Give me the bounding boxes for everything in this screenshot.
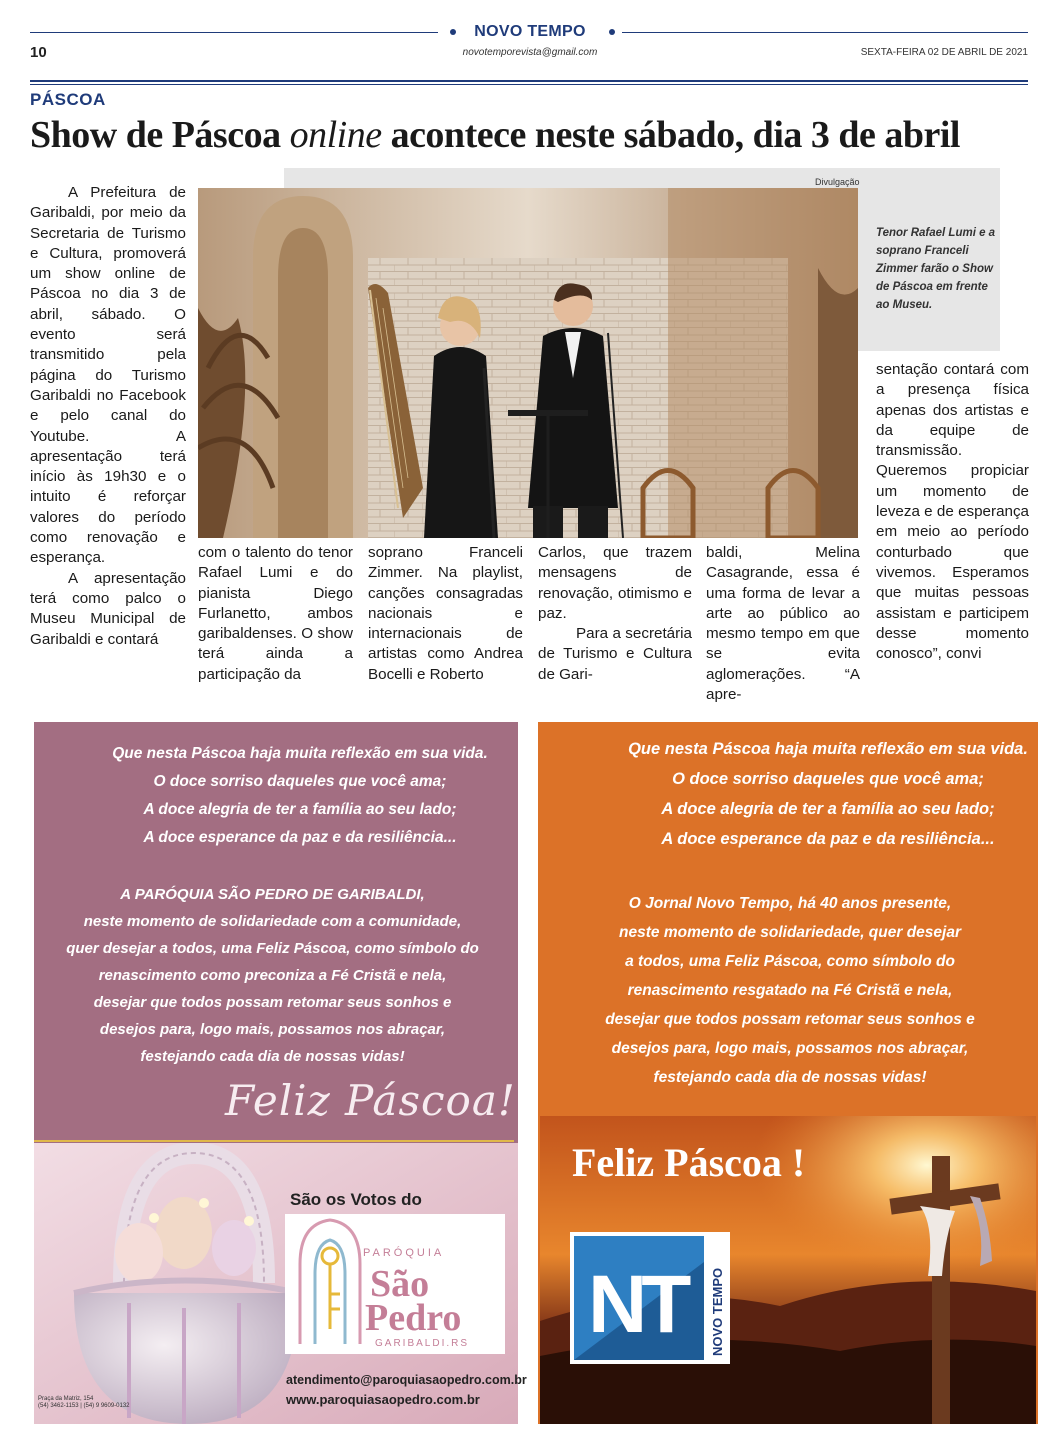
article-paragraph: A Prefeitura de Garibaldi, por meio da Secretaria de Turismo e Cultura, promoverá um show online de Páscoa no dia 3 de abril, sábado. O evento será transmitido pela página do Turismo Garibaldi no Facebook e pelo canal do Youtube. A apresentação terá início às 19h30 e o intuito é reforçar valores do período como renovação e esperança. xyxy=(30,184,186,567)
article-paragraph: baldi, Melina Casagrande, essa é uma forma de levar a arte ao público ao mesmo tempo em que se evita aglomerações. “A apre- xyxy=(706,544,860,704)
novo-tempo-ad-message xyxy=(570,889,1010,1092)
poem-line: A doce alegria de ter a família ao seu lado; xyxy=(143,801,457,818)
message-line: desejar que todos possam retomar seus sonhos e xyxy=(605,1011,975,1028)
message-line: quer desejar a todos, uma Feliz Páscoa, como símbolo do xyxy=(66,940,479,957)
address-line: (54) 3462-1153 | (54) 9 9609-0132 xyxy=(38,1403,130,1409)
article-paragraph: com o talento do tenor Rafael Lumi e do pianista Diego Furlanetto, ambos garibaldenses. O show terá ainda a participação da xyxy=(198,544,353,683)
logo-big-text-1: São xyxy=(370,1263,430,1305)
article-column-5 xyxy=(706,543,860,705)
message-line: desejos para, logo mais, possamos nos abraçar, xyxy=(611,1040,969,1057)
message-line: festejando cada dia de nossas vidas! xyxy=(140,1048,405,1065)
poem-line: A doce esperance da paz e da resiliência... xyxy=(143,829,457,846)
photo-credit: Divulgação xyxy=(815,177,860,187)
headline-italic: online xyxy=(289,114,382,156)
novo-tempo-logo xyxy=(570,1232,730,1364)
gold-divider xyxy=(34,1140,514,1142)
message-line: O Jornal Novo Tempo, há 40 anos presente, xyxy=(628,895,952,912)
paroquia-ad-message xyxy=(60,881,485,1070)
message-line: neste momento de solidariedade com a comunidade, xyxy=(83,913,462,930)
poem-line: A doce esperance da paz e da resiliência... xyxy=(661,830,995,848)
header-rule-thin xyxy=(30,84,1028,85)
message-line: desejos para, logo mais, possamos nos abraçar, xyxy=(99,1021,446,1038)
article-column-2 xyxy=(198,543,353,685)
header-rule-thick xyxy=(30,80,1028,82)
logo-letters: NT xyxy=(588,1259,686,1350)
article-column-6 xyxy=(876,360,1029,664)
poem-line: Que nesta Páscoa haja muita reflexão em sua vida. xyxy=(112,745,488,762)
message-line: A PARÓQUIA SÃO PEDRO DE GARIBALDI, xyxy=(120,886,425,903)
message-line: neste momento de solidariedade, quer desejar xyxy=(619,924,961,941)
article-paragraph: sentação contará com a presença física apenas dos artistas e da equipe de transmissão. Queremos propiciar um momento de leveza e de esperança em meio ao período conturbado que vivemos. Esperamos que muitas pessoas assistam e participem desse momento conosco”, convi xyxy=(876,361,1029,663)
paroquia-email: atendimento@paroquiasaopedro.com.br xyxy=(286,1373,527,1387)
masthead: NOVO TEMPO xyxy=(474,23,586,40)
novo-tempo-ad-poem xyxy=(608,734,1048,854)
message-line: festejando cada dia de nossas vidas! xyxy=(653,1069,927,1086)
message-line: renascimento como preconiza a Fé Cristã e nela, xyxy=(98,967,447,984)
concert-photo xyxy=(198,188,858,538)
article-paragraph: soprano Franceli Zimmer. Na playlist, canções consagradas nacionais e internacionais de artistas como Andrea Bocelli e Roberto xyxy=(368,544,523,683)
article-paragraph: Para a secretária de Turismo e Cultura de Gari- xyxy=(538,625,692,683)
feliz-pascoa-script: Feliz Páscoa! xyxy=(225,1076,516,1125)
address-line: Praça da Matriz, 154 xyxy=(38,1396,94,1402)
article-column-3 xyxy=(368,543,523,685)
article-paragraph: Carlos, que trazem mensagens de renovação, otimismo e paz. xyxy=(538,544,692,622)
logo-vertical-text: NOVO TEMPO xyxy=(710,1267,725,1356)
header-rule-left xyxy=(30,32,438,33)
header-dot-right xyxy=(609,29,615,35)
paroquia-ad-poem xyxy=(90,740,510,852)
headline-part1: Show de Páscoa xyxy=(30,114,290,156)
article-column-1 xyxy=(30,183,186,650)
message-line: desejar que todos possam retomar seus sonhos e xyxy=(93,994,452,1011)
logo-city-text: GARIBALDI.RS xyxy=(375,1338,470,1349)
section-label: PÁSCOA xyxy=(30,90,106,109)
logo-big-text-2: Pedro xyxy=(365,1297,462,1339)
paroquia-logo xyxy=(285,1214,505,1354)
poem-line: Que nesta Páscoa haja muita reflexão em sua vida. xyxy=(628,740,1028,758)
paroquia-address xyxy=(38,1396,130,1410)
message-line: renascimento resgatado na Fé Cristã e nela, xyxy=(627,982,953,999)
logo-small-text: PARÓQUIA xyxy=(363,1247,445,1259)
paroquia-website: www.paroquiasaopedro.com.br xyxy=(286,1392,480,1407)
header-rule-right xyxy=(622,32,1028,33)
header-date: SEXTA-FEIRA 02 DE ABRIL DE 2021 xyxy=(860,47,1028,58)
poem-line: O doce sorriso daqueles que você ama; xyxy=(153,773,447,790)
page-number: 10 xyxy=(30,44,47,61)
header-email: novotemporevista@gmail.com xyxy=(462,47,598,58)
votos-text: São os Votos do xyxy=(290,1190,422,1209)
article-column-4 xyxy=(538,543,692,685)
headline xyxy=(30,113,960,157)
article-paragraph: A apresentação terá como palco o Museu Municipal de Garibaldi e contará xyxy=(30,569,186,648)
message-line: a todos, uma Feliz Páscoa, como símbolo do xyxy=(625,953,955,970)
headline-part2: acontece neste sábado, dia 3 de abril xyxy=(381,114,960,156)
photo-caption: Tenor Rafael Lumi e a soprano Franceli Zimmer farão o Show de Páscoa em frente ao Museu. xyxy=(876,227,996,311)
feliz-pascoa-title: Feliz Páscoa ! xyxy=(572,1140,806,1185)
poem-line: O doce sorriso daqueles que você ama; xyxy=(672,770,984,788)
poem-line: A doce alegria de ter a família ao seu lado; xyxy=(661,800,995,818)
